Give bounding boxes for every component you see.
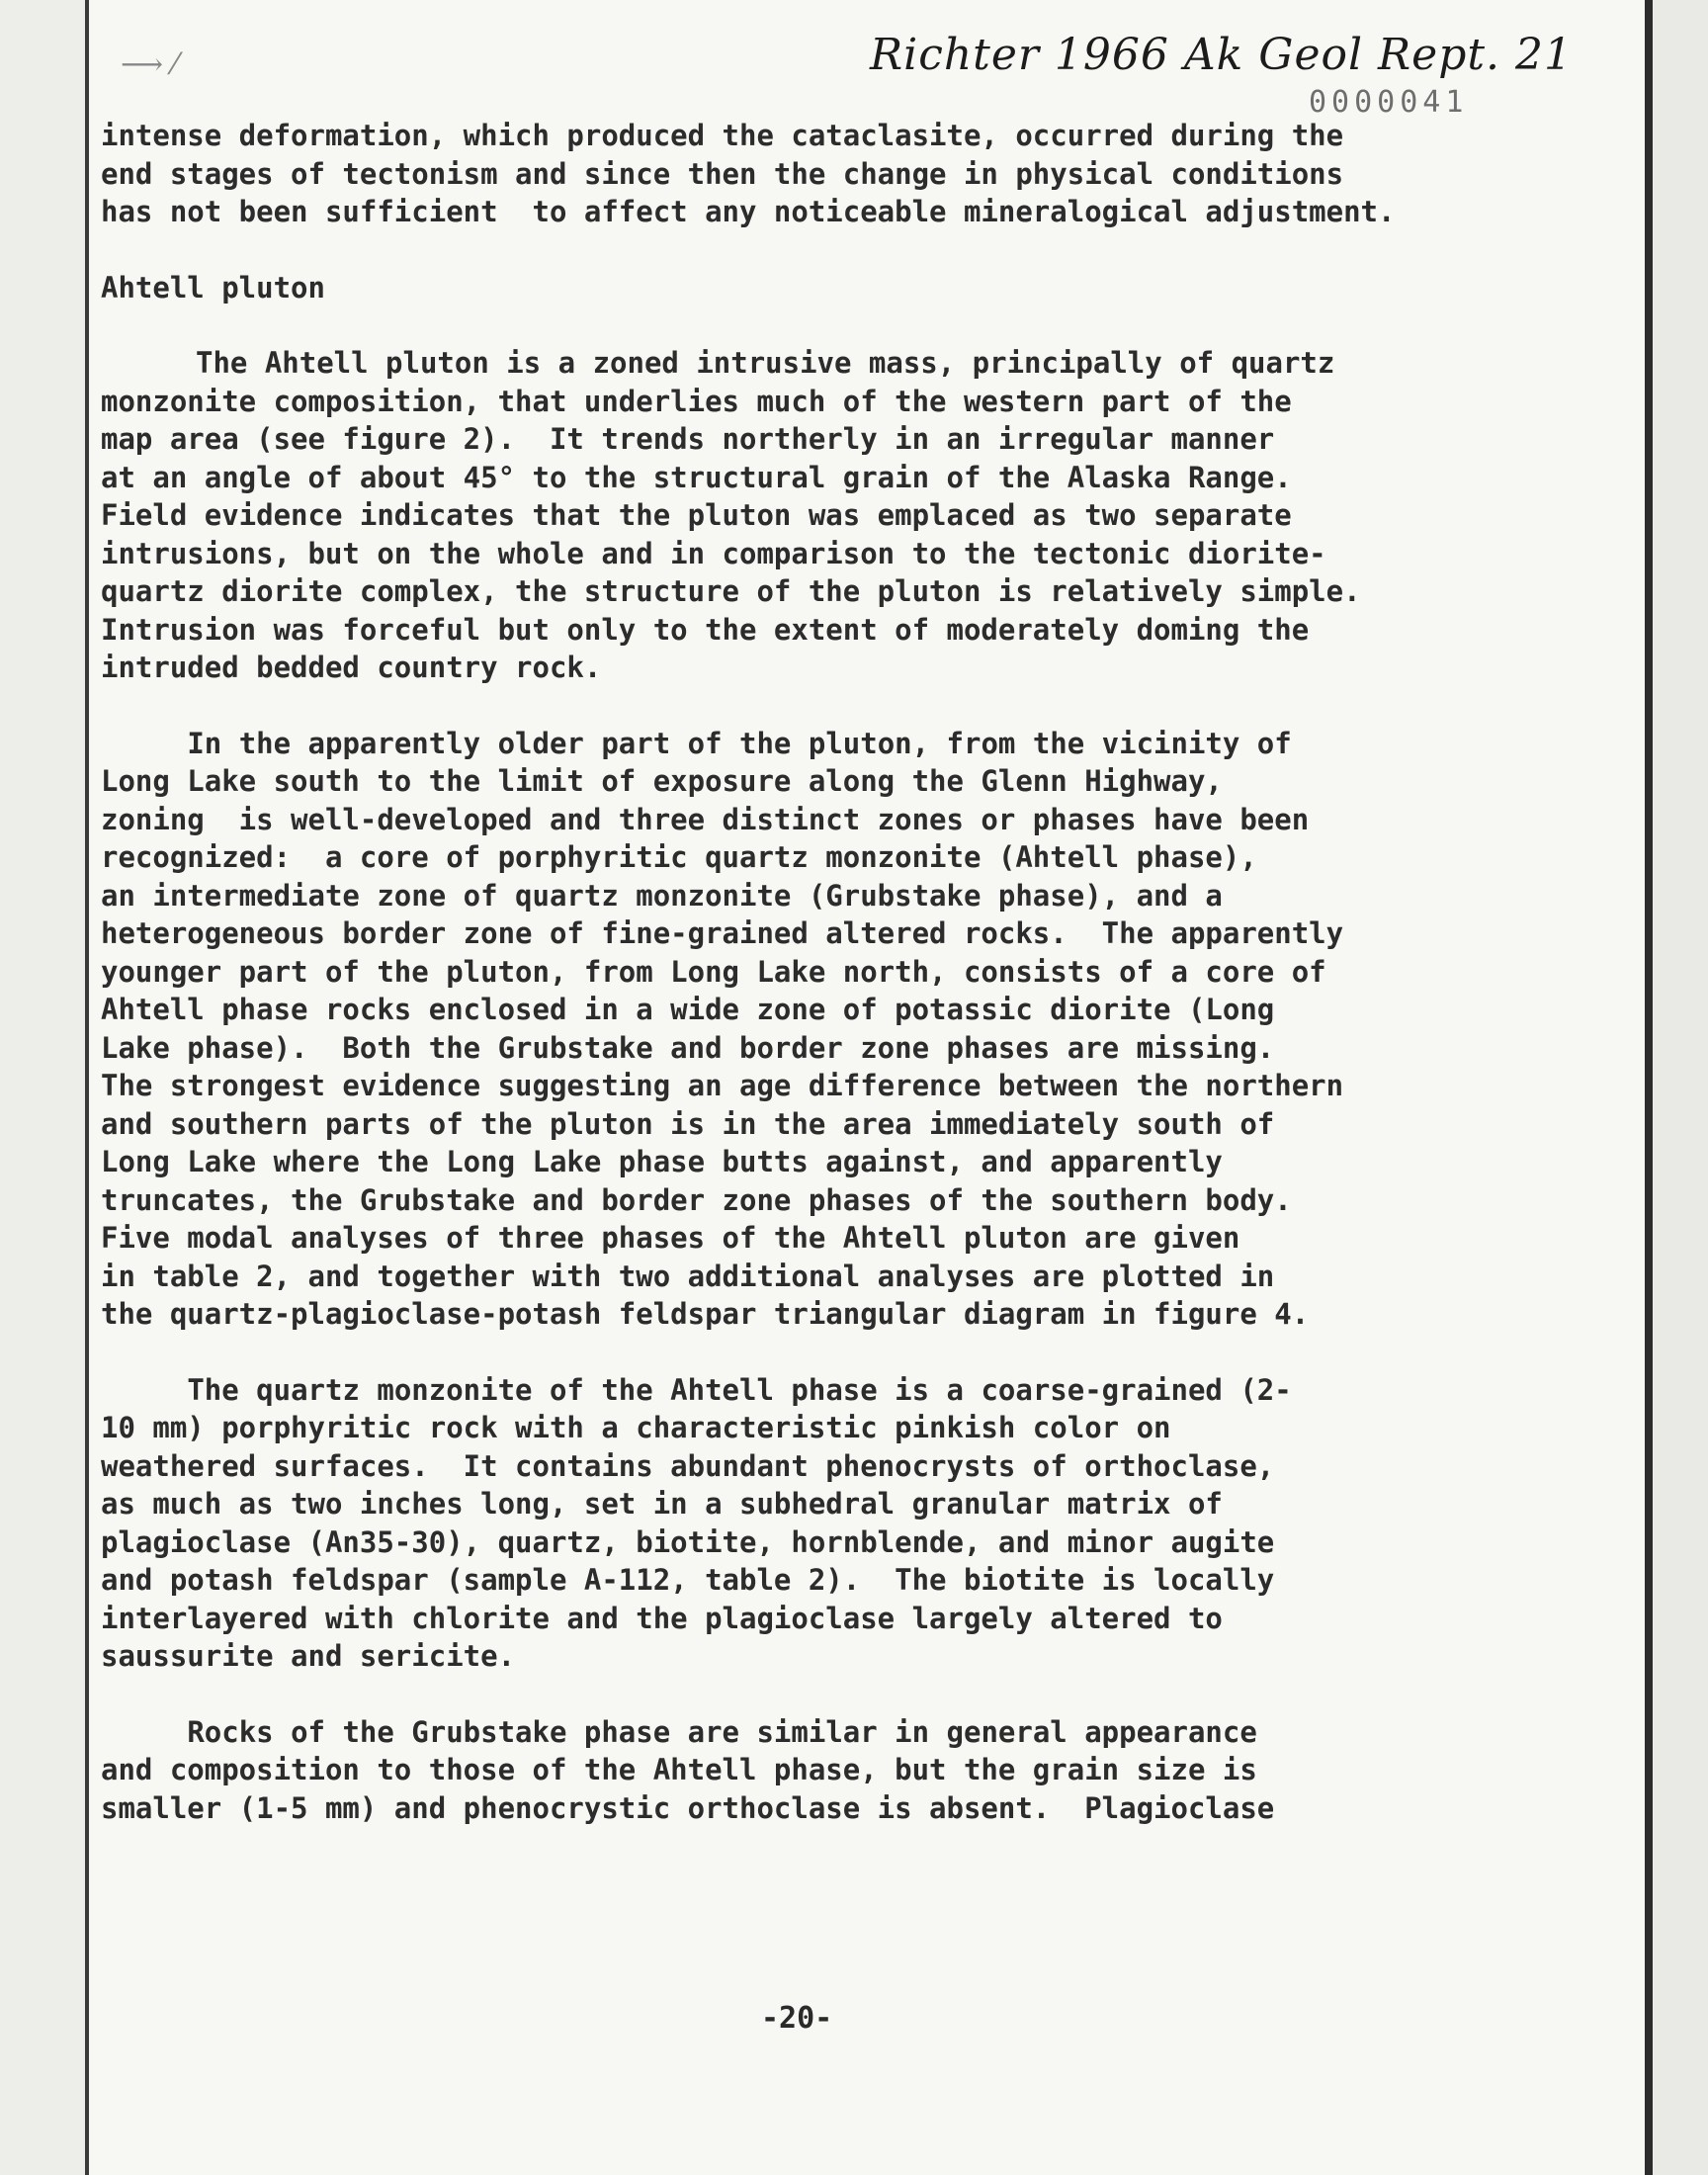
handwritten-citation: Richter 1966 Ak Geol Rept. 21	[870, 30, 1574, 80]
paragraph-intro: intense deformation, which produced the cataclasite, occurred during the end stages of tectonism and since then the change in physical conditions has not been sufficient to affect any noticeable mineralogical adjustment.	[101, 119, 1396, 228]
section-heading: Ahtell pluton	[101, 270, 325, 304]
paragraph-ahtell-pluton: The Ahtell pluton is a zoned intrusive mass, principally of quartz monzonite composition, that underlies much of the western part of the map area (see figure 2). It trends northerly in an irregular manner at an angle of about 45° to the structural grain of the Alaska Range. Field evidence indicates that the pluton was emplaced as two separate intrusions, but on the whole and in comparison to the tectonic diorite- quartz diorite complex, the structure of the pluton is relatively simple. Intrusion was forceful but only to the extent of moderately doming the intruded bedded country rock.	[101, 346, 1361, 684]
paragraph-ahtell-phase: The quartz monzonite of the Ahtell phase is a coarse-grained (2- 10 mm) porphyritic rock with a characteristic pinkish color on weathered surfaces. It contains abundant phenocrysts of orthoclase, as much as two inches long, set in a subhedral granular matrix of plagioclase (An35-30), quartz, biotite, hornblende, and minor augite and potash feldspar (sample A-112, table 2). The biotite is locally interlayered with chlorite and the plagioclase largely altered to saussurite and sericite.	[101, 1372, 1292, 1673]
document-body	[101, 117, 1544, 1827]
margin-scribble-mark: ⟶ ⁄	[121, 47, 178, 82]
paragraph-older-part: In the apparently older part of the pluton, from the vicinity of Long Lake south to the limit of exposure along the Glenn Highway, zoning is well-developed and three distinct zones or phases have been recognized: a core of porphyritic quartz monzonite (Ahtell phase), an intermediate zone of quartz monzonite (Grubstake phase), and a heterogeneous border zone of fine-grained altered rocks. The apparently younger part of the pluton, from Long Lake north, consists of a core of Ahtell phase rocks enclosed in a wide zone of potassic diorite (Long Lake phase). Both the Grubstake and border zone phases are missing. The strongest evidence suggesting an age difference between the northern and southern parts of the pluton is in the area immediately south of Long Lake where the Long Lake phase butts against, and apparently truncates, the Grubstake and border zone phases of the southern body. Five modal analyses of three phases of the Ahtell pluton are given in table 2, and together with two additional analyses are plotted in the quartz-plagioclase-potash feldspar triangular diagram in figure 4.	[101, 726, 1344, 1331]
scan-left-border	[85, 0, 89, 2175]
scan-right-border	[1645, 0, 1653, 2175]
document-number: 0000041	[1309, 85, 1469, 120]
page-number: -20-	[761, 2001, 833, 2036]
scan-right-strip	[1653, 0, 1708, 2175]
scan-left-margin	[0, 0, 85, 2175]
paragraph-grubstake-phase: Rocks of the Grubstake phase are similar in general appearance and composition to those of the Ahtell phase, but the grain size is smaller (1-5 mm) and phenocrystic orthoclase is absent. Plagioclase	[101, 1714, 1275, 1825]
